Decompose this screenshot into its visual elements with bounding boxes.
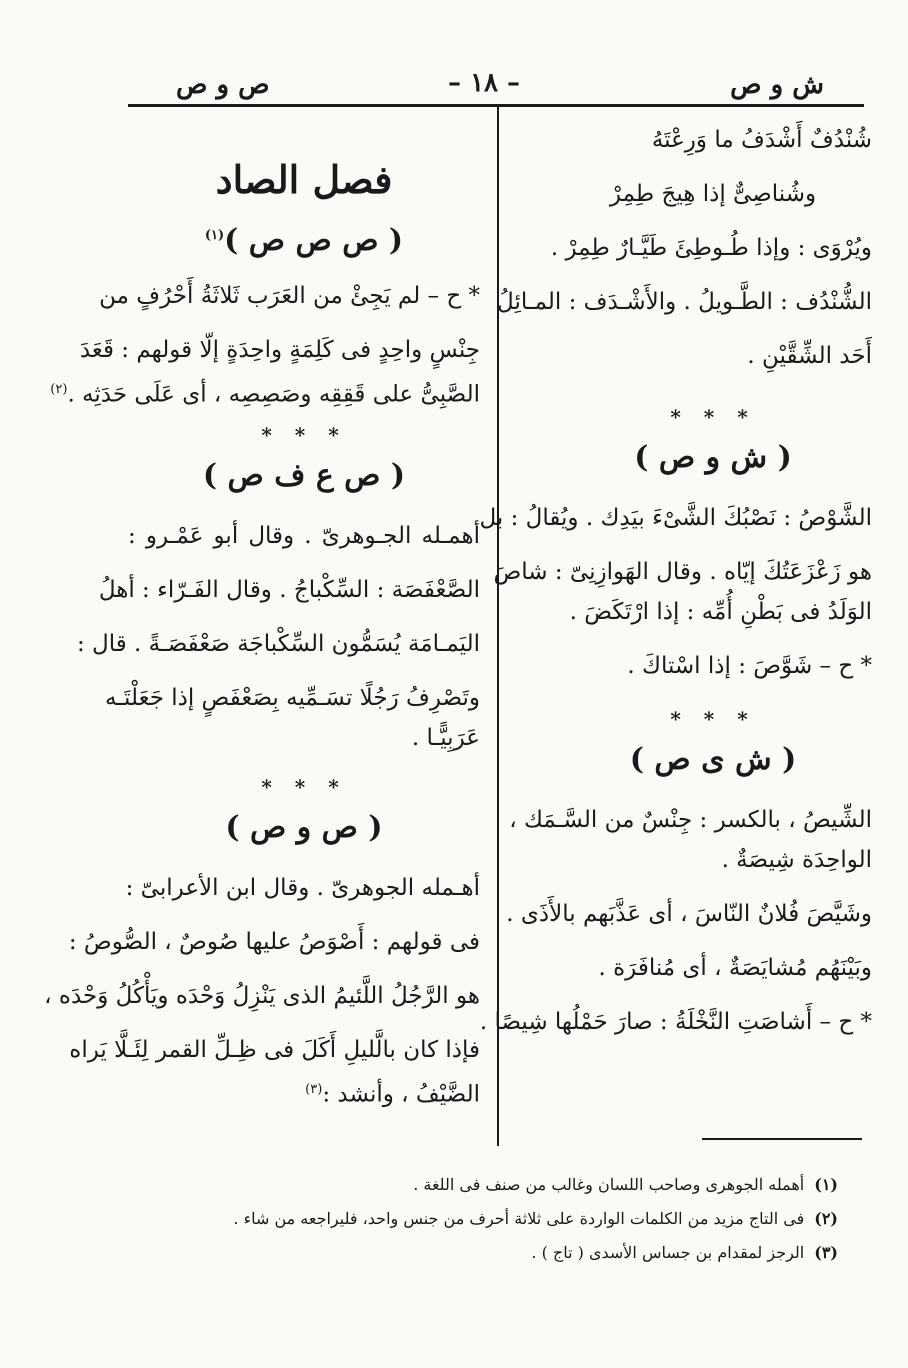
text-line-content: الصَّبِىُّ على قَقِقِه وصَصِصِه ، أى عَلَى حَدَثِه . xyxy=(67,381,480,408)
right-column xyxy=(479,120,872,1042)
column-divider xyxy=(497,106,499,1146)
page-number: – ١٨ – xyxy=(448,68,521,98)
text-line: الصَّعْفَصَة : السِّكْباجُ . وقال الفَـرّاء : أهلُ xyxy=(98,577,480,603)
text-line: جِنْسٍ واحِدٍ فى كَلِمَةٍ واحِدَةٍ إلّا قولهم : قَعَدَ xyxy=(79,337,480,363)
footnote-text: الرجز لمقدام بن جساس الأسدى ( تاج ) . xyxy=(531,1243,805,1262)
header-root-right: ش و ص xyxy=(730,70,824,100)
footnote-rule xyxy=(702,1138,862,1140)
footnote-ref: (٢) xyxy=(50,382,68,397)
text-line: * ح – أَشاصَتِ النَّخْلَةُ : صارَ حَمْلُها شِيصًا . xyxy=(479,1009,872,1035)
entry-title-saafs: ( ص ع ف ص ) xyxy=(202,458,406,493)
text-line: الشُّنْدُف : الطَّـويلُ . والأَشْـدَف : المـائِلُ xyxy=(497,289,872,315)
footnotes xyxy=(233,1168,838,1270)
separator: * * * xyxy=(261,775,347,799)
footnote-ref: (١) xyxy=(204,228,225,243)
running-header xyxy=(128,60,864,104)
text-line: أهمـله الجـوهرىّ . وقال أبو عَمْـرو : xyxy=(128,523,480,549)
separator: * * * xyxy=(670,707,756,731)
entry-title-sss xyxy=(128,210,480,262)
text-line xyxy=(50,370,480,410)
left-column xyxy=(44,120,480,1110)
entry-title-shys: ( ش ى ص ) xyxy=(629,742,797,777)
verse-line: شُنْدُفٌ أَشْدَفُ ما وَرِعْتَهُ xyxy=(651,127,872,153)
text-line: وشَيَّصَ فُلانٌ النّاسَ ، أى عَذَّبَهم بالأَذَى . xyxy=(506,901,872,927)
separator: * * * xyxy=(670,405,756,429)
footnote xyxy=(233,1202,838,1236)
text-line: الشَّوْصُ : نَصْبُكَ الشَّىْءَ بيَدِك . ويُقالُ : بل xyxy=(479,505,872,531)
verse-line: وشُناصِىٌّ إذا هِيجَ طِمِرْ xyxy=(609,181,817,207)
footnote xyxy=(278,1236,838,1270)
text-line: فإذا كان بالَّليلِ أَكَلَ فى ظِـلِّ القمر لِئَـلَّا يَراه xyxy=(69,1037,480,1063)
text-line-content: الضَّيْفُ ، وأنشد : xyxy=(322,1081,480,1108)
section-title: فصل الصاد xyxy=(215,157,393,202)
text-line: هو زَعْزَعَتُكَ إيّاه . وقال الهَوازِنِىّ : شاصَ xyxy=(493,559,872,585)
footnote-number: (٣) xyxy=(814,1243,838,1262)
footnote-number: (٢) xyxy=(814,1209,838,1228)
entry-title-sws: ( ص و ص ) xyxy=(225,810,383,845)
separator: * * * xyxy=(261,423,347,447)
footnote-text: فى التاج مزيد من الكلمات الواردة على ثلاثة أحرف من جنس واحد، فليراجعه من شاء . xyxy=(233,1209,805,1228)
text-line: ويُرْوَى : وإذا طُـوطِئَ طَيَّـارٌ طِمِرْ . xyxy=(550,235,872,261)
text-line: عَرَبِيًّـا . xyxy=(411,725,480,751)
footnote-number: (١) xyxy=(814,1175,838,1194)
text-line: فى قولهم : أَصْوَصُ عليها صُوصٌ ، الصُّوصُ : xyxy=(68,929,480,955)
footnote xyxy=(278,1168,838,1202)
text-line: هو الرَّجُلُ اللَّئيمُ الذى يَنْزِلُ وَحْدَه ويَأْكُلُ وَحْدَه ، xyxy=(44,983,480,1009)
text-line: وتَصْرِفُ رَجُلًا تسَـمِّيه بِصَعْفَصٍ إذا جَعَلْتَـه xyxy=(104,685,480,711)
header-root-left: ص و ص xyxy=(176,70,270,100)
entry-title-text: ( ص ص ص ) xyxy=(224,223,404,258)
text-line: أَحَد الشِّقَّيْنِ . xyxy=(747,343,872,369)
text-line: وبَيْنَهُم مُشايَصَةٌ ، أى مُنافَرَة . xyxy=(598,955,872,981)
footnote-text: أهمله الجوهرى وصاحب اللسان وغالب من صنف فى اللغة . xyxy=(413,1175,805,1194)
text-line: * ح – شَوَّصَ : إذا اسْتاكَ . xyxy=(627,653,872,679)
text-line xyxy=(128,1070,480,1110)
text-line: الوَلَدُ فى بَطْنِ أُمِّه : إذا ارْتَكَضَ . xyxy=(569,599,872,625)
header-rule xyxy=(128,104,864,107)
text-line: اليَمـامَة يُسَمُّون السِّكْباجَة صَعْفَصَـةً . قال : xyxy=(76,631,480,657)
text-line: أهـمله الجوهرىّ . وقال ابن الأعرابىّ : xyxy=(125,875,480,901)
text-line: الواحِدَة شِيصَةٌ . xyxy=(721,847,872,873)
text-line: الشِّيصُ ، بالكسر : جِنْسٌ من السَّـمَك ، xyxy=(509,807,872,833)
entry-title-shws: ( ش و ص ) xyxy=(634,440,792,475)
footnote-ref: (٣) xyxy=(305,1082,323,1097)
text-line: * ح – لم يَجِئْ من العَرَب ثَلاثَةُ أَحْرُفٍ من xyxy=(99,283,480,309)
